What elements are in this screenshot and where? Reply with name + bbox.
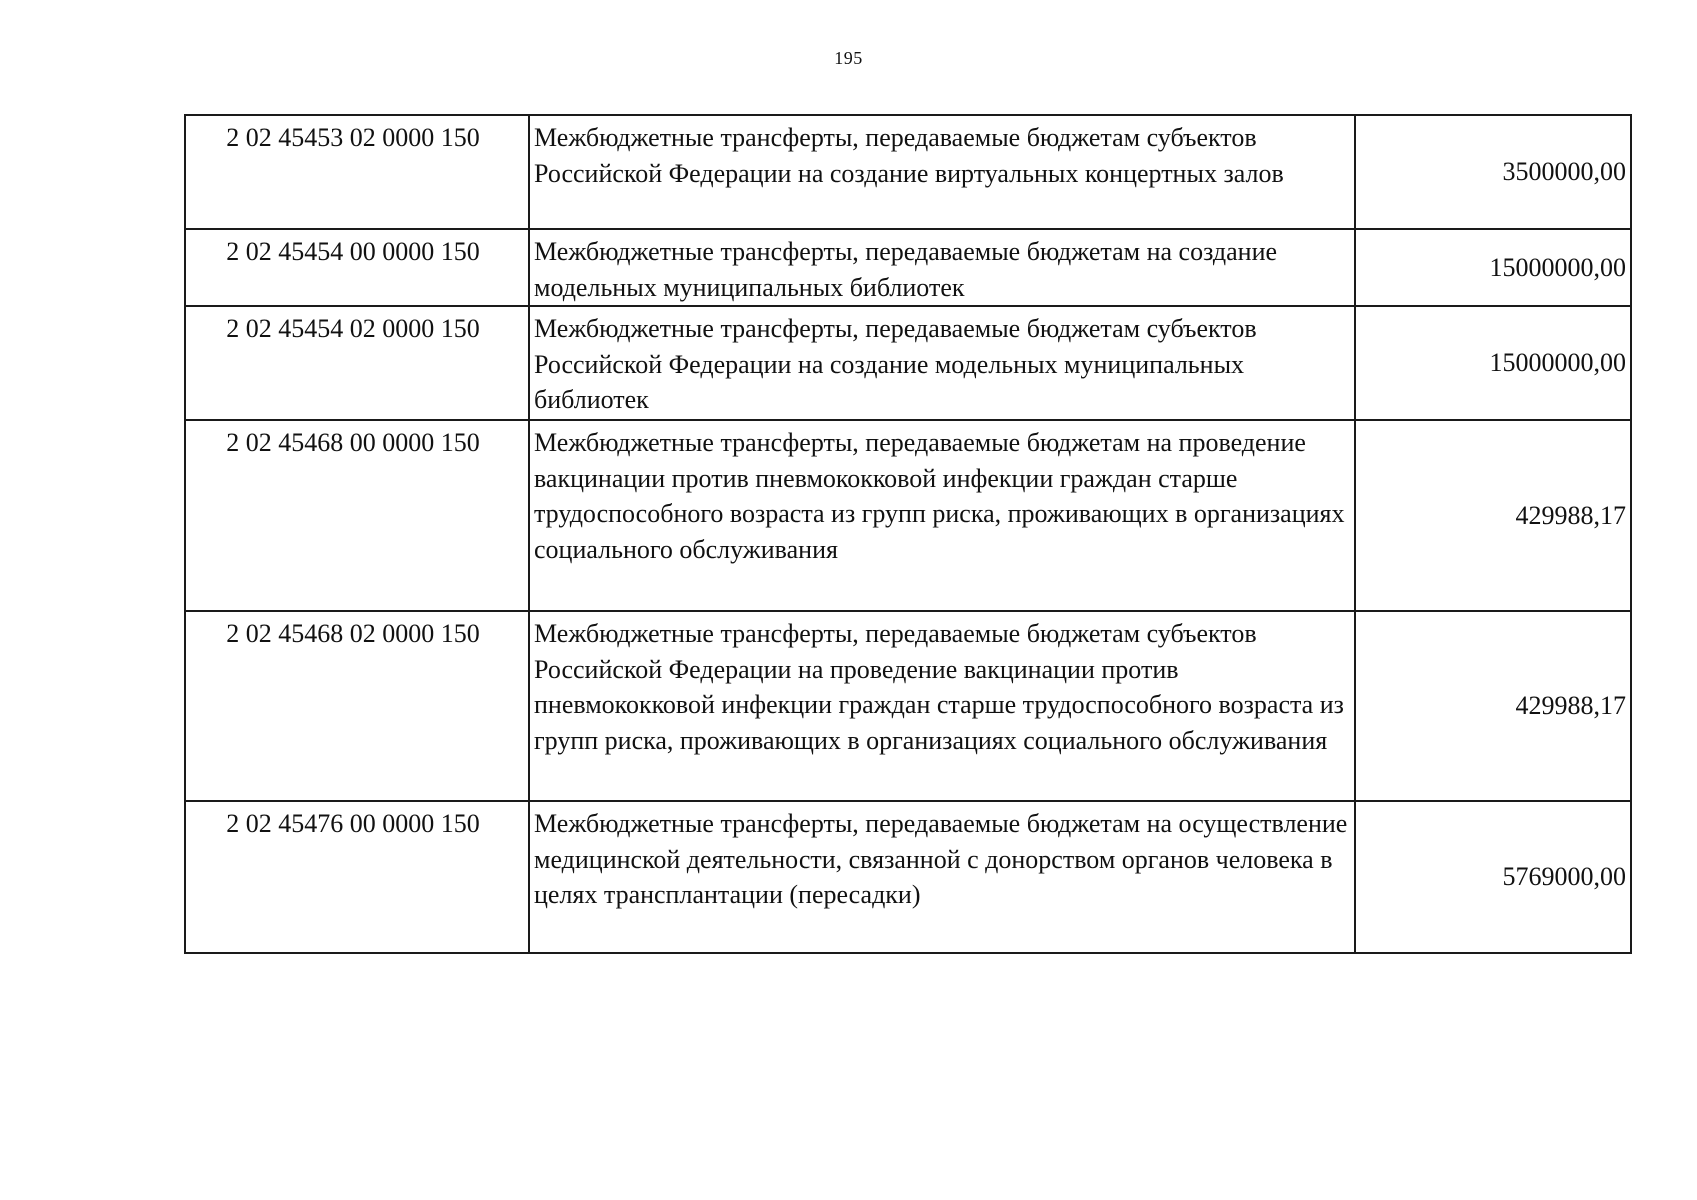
amount-cell: 15000000,00	[1355, 229, 1631, 306]
table-row	[185, 611, 1631, 801]
description-cell: Межбюджетные трансферты, передаваемые бюджетам на осуществление медицинской деятельности, связанной с донорством органов человека в целях трансплантации (пересадки)	[529, 801, 1355, 953]
budget-table	[184, 114, 1632, 954]
budget-code-cell: 2 02 45476 00 0000 150	[185, 801, 529, 953]
table-row	[185, 801, 1631, 953]
description-cell: Межбюджетные трансферты, передаваемые бюджетам субъектов Российской Федерации на создание виртуальных концертных залов	[529, 115, 1355, 229]
description-cell: Межбюджетные трансферты, передаваемые бюджетам субъектов Российской Федерации на проведение вакцинации против пневмококковой инфекции граждан старше трудоспособного возраста из групп риска, проживающих в организациях социального обслуживания	[529, 611, 1355, 801]
amount-cell: 15000000,00	[1355, 306, 1631, 420]
amount-cell: 5769000,00	[1355, 801, 1631, 953]
table-row	[185, 115, 1631, 229]
amount-cell: 429988,17	[1355, 611, 1631, 801]
table-row	[185, 306, 1631, 420]
budget-code-cell: 2 02 45453 02 0000 150	[185, 115, 529, 229]
description-cell: Межбюджетные трансферты, передаваемые бюджетам на проведение вакцинации против пневмококковой инфекции граждан старше трудоспособного возраста из групп риска, проживающих в организациях социального обслуживания	[529, 420, 1355, 611]
budget-code-cell: 2 02 45454 00 0000 150	[185, 229, 529, 306]
amount-cell: 3500000,00	[1355, 115, 1631, 229]
budget-code-cell: 2 02 45468 02 0000 150	[185, 611, 529, 801]
amount-cell: 429988,17	[1355, 420, 1631, 611]
budget-code-cell: 2 02 45468 00 0000 150	[185, 420, 529, 611]
table-row	[185, 229, 1631, 306]
description-cell: Межбюджетные трансферты, передаваемые бюджетам субъектов Российской Федерации на создание модельных муниципальных библиотек	[529, 306, 1355, 420]
description-cell: Межбюджетные трансферты, передаваемые бюджетам на создание модельных муниципальных библиотек	[529, 229, 1355, 306]
budget-code-cell: 2 02 45454 02 0000 150	[185, 306, 529, 420]
table-row	[185, 420, 1631, 611]
page-number: 195	[834, 48, 863, 68]
